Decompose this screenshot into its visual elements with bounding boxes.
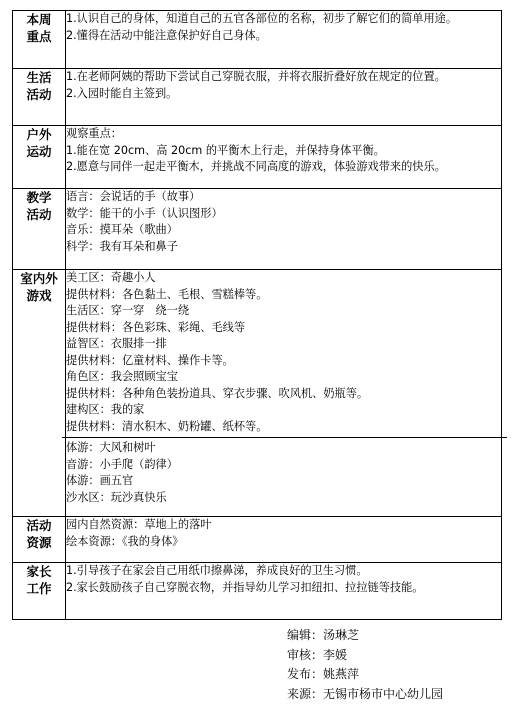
credits-block <box>287 626 443 704</box>
weekly-focus-row <box>13 11 502 69</box>
content-line: 沙水区：玩沙真快乐 <box>66 490 167 504</box>
row-label-line: 资源 <box>26 535 52 550</box>
row-content <box>66 517 502 563</box>
content-line: 1.认识自己的身体，知道自己的五官各部位的名称，初步了解它们的简单用途。 <box>66 12 458 25</box>
content-line: 观察重点： <box>66 127 122 140</box>
content-line: 提供材料：各色黏土、毛根、雪糕棒等。 <box>66 287 268 301</box>
content-line: 2.家长鼓励孩子自己穿脱衣物，并指导幼儿学习扣纽扣、拉拉链等技能。 <box>66 580 424 594</box>
content-line: 2.愿意与同伴一起走平衡木，并挑战不同高度的游戏，体验游戏带来的快乐。 <box>66 160 446 173</box>
content-line: 提供材料：各种角色装扮道具、穿衣步骤、吹风机、奶瓶等。 <box>66 386 369 400</box>
row-label-line: 户外 <box>26 127 52 142</box>
content-subsection <box>62 437 507 506</box>
row-label-line: 家长 <box>26 564 52 579</box>
content-line: 1.引导孩子在家会自己用纸巾擦鼻涕，养成良好的卫生习惯。 <box>66 564 368 577</box>
content-line: 提供材料：各色彩珠、彩绳、毛线等 <box>66 320 246 334</box>
content-line: 提供材料：清水积木、奶粉罐、纸杯等。 <box>66 419 268 433</box>
credit-editor: 编辑：汤琳芝 <box>287 628 360 642</box>
content-line: 生活区：穿一穿 绕一绕 <box>66 304 190 317</box>
credit-source: 来源：无锡市杨市中心幼儿园 <box>287 686 444 701</box>
content-line: 语言：会说话的手（故事） <box>66 190 201 203</box>
row-label-line: 教学 <box>26 190 52 205</box>
weekly-plan-table <box>12 10 502 620</box>
life-activity-row <box>13 69 502 126</box>
row-content <box>66 69 502 126</box>
row-label <box>13 563 66 620</box>
credit-reviewer: 审核：李媛 <box>287 647 348 662</box>
row-label-line: 运动 <box>26 144 52 159</box>
row-label <box>13 189 66 270</box>
row-label-line: 生活 <box>26 70 52 85</box>
credit-publisher: 发布：姚燕萍 <box>287 667 360 681</box>
content-line: 2.懂得在活动中能注意保护好自己身体。 <box>66 28 267 42</box>
row-content <box>66 189 502 270</box>
outdoor-sports-row <box>13 126 502 189</box>
row-label <box>13 270 66 517</box>
content-line: 1.在老师阿姨的帮助下尝试自己穿脱衣服，并将衣服折叠好放在规定的位置。 <box>66 70 446 83</box>
indoor-outdoor-games-row <box>13 270 502 517</box>
row-label-line: 活动 <box>26 518 52 533</box>
content-line: 美工区：奇趣小人 <box>66 271 156 284</box>
content-line: 科学：我有耳朵和鼻子 <box>66 239 178 253</box>
parent-work-row <box>13 563 502 620</box>
row-content <box>66 270 502 517</box>
content-line: 提供材料：亿童材料、操作卡等。 <box>66 353 234 367</box>
row-label-line: 重点 <box>26 29 52 44</box>
row-content <box>66 126 502 189</box>
teaching-activity-row <box>13 189 502 270</box>
activity-resources-row <box>13 517 502 563</box>
row-label-line: 活动 <box>26 87 52 102</box>
row-label-line: 本周 <box>26 12 52 27</box>
row-label-line: 活动 <box>26 207 52 222</box>
row-content <box>66 563 502 620</box>
content-line: 体游：大风和树叶 <box>66 441 156 454</box>
content-line: 绘本资源：《我的身体》 <box>66 534 184 548</box>
content-line: 音乐：摸耳朵（歌曲） <box>66 223 178 236</box>
content-line: 1.能在宽 20cm、高 20cm 的平衡木上行走，并保持身体平衡。 <box>66 143 385 157</box>
content-line: 2.入园时能自主签到。 <box>66 86 178 100</box>
content-line: 益智区：衣服排一排 <box>66 337 167 350</box>
content-line: 角色区：我会照顾宝宝 <box>66 370 178 383</box>
row-label <box>13 517 66 563</box>
content-line: 音游：小手爬（韵律） <box>66 457 178 471</box>
row-label-line: 室内外 <box>20 271 58 286</box>
row-label <box>13 11 66 69</box>
content-line: 园内自然资源：草地上的落叶 <box>66 518 212 531</box>
row-label <box>13 126 66 189</box>
weekly-plan-sheet <box>12 10 502 620</box>
content-line: 体游：画五官 <box>66 474 134 487</box>
content-line: 建构区：我的家 <box>66 403 145 416</box>
row-label-line: 游戏 <box>26 288 52 303</box>
content-line: 数学：能干的小手（认识图形） <box>66 206 223 220</box>
row-label <box>13 69 66 126</box>
row-content <box>66 11 502 69</box>
row-label-line: 工作 <box>26 581 52 596</box>
